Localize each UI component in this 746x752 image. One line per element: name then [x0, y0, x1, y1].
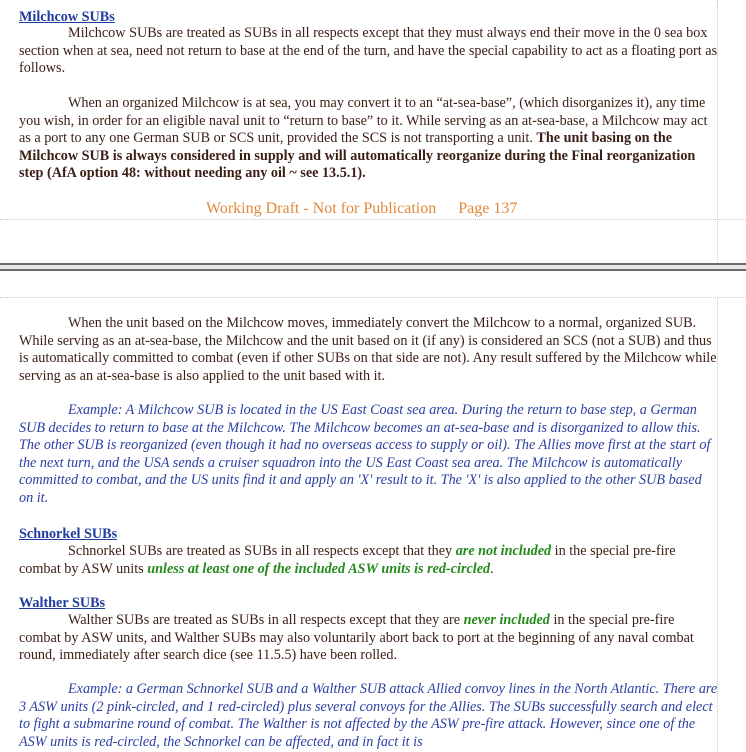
schnorkel-paragraph: [19, 543, 719, 578]
schnorkel-heading: Schnorkel SUBs: [19, 526, 118, 542]
schnorkel-emphasis-1: are not included: [455, 543, 552, 559]
schnorkel-text-1: Schnorkel SUBs are treated as SUBs in all respects except that they: [68, 543, 456, 559]
milchcow-heading: Milchcow SUBs: [19, 9, 115, 25]
page-footer: [206, 200, 517, 218]
walther-text-1: Walther SUBs are treated as SUBs in all respects except that they are: [68, 612, 464, 628]
walther-text-2: in the special pre-fire combat by ASW units, and Walther SUBs may also voluntarily abort back to port at the beginning of any naval combat round, immediately after search dice (see 11.5.5) have been rolled.: [19, 612, 694, 664]
walther-paragraph: [19, 612, 719, 665]
schnorkel-text-3: .: [490, 560, 494, 577]
milchcow-paragraph-2-text: When an organized Milchcow is at sea, you may convert it to an “at-sea-base”, (which disorganizes it), any time you wish, in order for an eligible naval unit to “return to base” to it. While serving as an at-sea-base, a Milchcow may act as a port to any one German SUB or SCS unit, provided the SCS is not transporting a unit.: [19, 95, 708, 147]
schnorkel-text-2: in the special pre-fire combat by ASW units: [19, 543, 676, 577]
page1-bottom-margin-guide: [0, 219, 746, 220]
milchcow-paragraph-3: When the unit based on the Milchcow moves, immediately convert the Milchcow to a normal, organized SUB. While serving as an at-sea-base, the Milchcow and the unit based on it (if any) is considered an SCS (not a SUB) and thus is automatically committed to combat (even if other SUBs on that side are not). Any result suffered by the Milchcow while serving as an at-sea-base is also applied to the unit based with it.: [19, 315, 717, 384]
page-break-bottom-line: [0, 269, 746, 271]
milchcow-paragraph-2: [19, 95, 719, 183]
schnorkel-emphasis-2: unless at least one of the included ASW units is red-circled: [147, 560, 491, 577]
example-milchcow: Example: A Milchcow SUB is located in the US East Coast sea area. During the return to base step, a German SUB decides to return to base at the Milchcow. The Milchcow becomes an at-sea-base and is disorganized to allow this. The other SUB is reorganized (even though it had no overseas access to supply or oil). The Allies move first at the start of the next turn, and the USA sends a cruiser squadron into the US East Coast sea area. The Milchcow is automatically committed to combat, and the US units find it and apply an 'X' result to it. The 'X' is also applied to the other SUB based on it.: [19, 402, 711, 506]
milchcow-paragraph-2-bold: The unit basing on the Milchcow SUB is always considered in supply and will automatically reorganize during the Final reorganization step (AfA option 48: without needing any oil ~ see 13.5.1).: [19, 130, 696, 182]
example-schnorkel-walther: Example: a German Schnorkel SUB and a Walther SUB attack Allied convoy lines in the North Atlantic. There are 3 ASW units (2 pink-circled, and 1 red-circled) plus several convoys for the Allies. The SUBs successfully search and elect to fight a submarine round of combat. The Walther is not affected by the ASW pre-fire attack. However, since one of the ASW units is red-circled, the Schnorkel can be affected, and in fact it is: [19, 681, 718, 750]
page2-top-margin-guide: [0, 297, 746, 298]
walther-heading: Walther SUBs: [19, 595, 106, 611]
milchcow-paragraph-1: Milchcow SUBs are treated as SUBs in all respects except that they must always end their move in the 0 sea box section when at sea, need not return to base at the end of the turn, and have the special capability to act as a floating port as follows.: [19, 25, 718, 77]
walther-emphasis: never included: [463, 612, 550, 628]
footer-draft-notice: Working Draft - Not for Publication: [206, 200, 437, 217]
footer-page-number: Page 137: [458, 200, 518, 217]
